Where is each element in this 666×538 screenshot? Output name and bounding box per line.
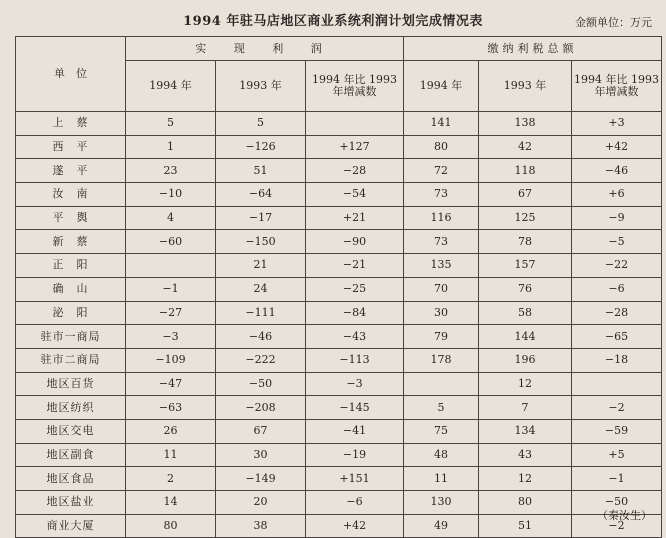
profit-1993-cell: −150 bbox=[216, 230, 306, 254]
unit-name-cell: 地区副食 bbox=[16, 443, 126, 467]
tax-1993-cell: 80 bbox=[479, 491, 572, 515]
profit-change-cell: −41 bbox=[306, 419, 404, 443]
profit-change-cell: −19 bbox=[306, 443, 404, 467]
tax-change-cell: +5 bbox=[572, 443, 662, 467]
header-tax-group-label: 缴纳利税总额 bbox=[487, 41, 578, 55]
header-profit-group bbox=[126, 37, 404, 61]
profit-1994-cell: −63 bbox=[126, 396, 216, 420]
profit-1993-cell: −64 bbox=[216, 183, 306, 207]
profit-1993-cell: −208 bbox=[216, 396, 306, 420]
tax-change-cell bbox=[572, 372, 662, 396]
tax-1994-cell: 11 bbox=[404, 467, 479, 491]
tax-change-cell: −18 bbox=[572, 348, 662, 372]
profit-1994-cell: −27 bbox=[126, 301, 216, 325]
profit-1994-cell bbox=[126, 254, 216, 278]
profit-1993-cell: −46 bbox=[216, 325, 306, 349]
profit-1993-cell: −126 bbox=[216, 135, 306, 159]
tax-1994-cell: 75 bbox=[404, 419, 479, 443]
profit-change-cell: +127 bbox=[306, 135, 404, 159]
profit-change-cell: −21 bbox=[306, 254, 404, 278]
profit-1994-cell: −10 bbox=[126, 183, 216, 207]
profit-1994-cell: −3 bbox=[126, 325, 216, 349]
unit-name-cell: 地区食品 bbox=[16, 467, 126, 491]
tax-change-cell: −2 bbox=[572, 514, 662, 538]
tax-1993-cell: 51 bbox=[479, 514, 572, 538]
table-row bbox=[16, 396, 662, 420]
tax-1993-cell: 118 bbox=[479, 159, 572, 183]
profit-change-cell: −28 bbox=[306, 159, 404, 183]
profit-1993-cell: −149 bbox=[216, 467, 306, 491]
tax-1994-cell: 80 bbox=[404, 135, 479, 159]
profit-change-cell: −3 bbox=[306, 372, 404, 396]
table-row bbox=[16, 159, 662, 183]
profit-change-cell: −25 bbox=[306, 277, 404, 301]
profit-1993-cell: −111 bbox=[216, 301, 306, 325]
table-row bbox=[16, 135, 662, 159]
profit-1994-cell: 4 bbox=[126, 206, 216, 230]
tax-1993-cell: 58 bbox=[479, 301, 572, 325]
table-row bbox=[16, 254, 662, 278]
unit-name-cell: 确 山 bbox=[16, 277, 126, 301]
tax-1993-cell: 12 bbox=[479, 372, 572, 396]
profit-1993-cell: −222 bbox=[216, 348, 306, 372]
tax-change-cell: −9 bbox=[572, 206, 662, 230]
profit-1994-cell: 80 bbox=[126, 514, 216, 538]
profit-1994-cell: 26 bbox=[126, 419, 216, 443]
tax-1993-cell: 42 bbox=[479, 135, 572, 159]
profit-change-cell: −145 bbox=[306, 396, 404, 420]
tax-1994-cell: 49 bbox=[404, 514, 479, 538]
tax-1994-cell: 79 bbox=[404, 325, 479, 349]
table-row bbox=[16, 277, 662, 301]
header-tax-1993: 1993 年 bbox=[479, 61, 572, 112]
tax-1994-cell: 70 bbox=[404, 277, 479, 301]
header-tax-1994: 1994 年 bbox=[404, 61, 479, 112]
tax-1993-cell: 76 bbox=[479, 277, 572, 301]
tax-1993-cell: 43 bbox=[479, 443, 572, 467]
table-row bbox=[16, 491, 662, 515]
profit-1993-cell: 38 bbox=[216, 514, 306, 538]
header-unit: 单 位 bbox=[16, 37, 126, 112]
tax-change-cell: −59 bbox=[572, 419, 662, 443]
tax-1994-cell: 30 bbox=[404, 301, 479, 325]
tax-1993-cell: 78 bbox=[479, 230, 572, 254]
tax-1993-cell: 134 bbox=[479, 419, 572, 443]
profit-change-cell: −113 bbox=[306, 348, 404, 372]
profit-change-cell: +21 bbox=[306, 206, 404, 230]
profit-change-cell: −90 bbox=[306, 230, 404, 254]
tax-1994-cell: 116 bbox=[404, 206, 479, 230]
unit-name-cell: 上 蔡 bbox=[16, 112, 126, 136]
header-tax-group bbox=[404, 37, 662, 61]
header-profit-group-label: 实 现 利 润 bbox=[195, 41, 334, 55]
tax-1994-cell: 73 bbox=[404, 230, 479, 254]
profit-1994-cell: 14 bbox=[126, 491, 216, 515]
tax-1994-cell: 73 bbox=[404, 183, 479, 207]
unit-name-cell: 正 阳 bbox=[16, 254, 126, 278]
profit-1993-cell: 24 bbox=[216, 277, 306, 301]
tax-change-cell: −46 bbox=[572, 159, 662, 183]
profit-1994-cell: 2 bbox=[126, 467, 216, 491]
profit-table bbox=[15, 36, 662, 538]
profit-1993-cell: 20 bbox=[216, 491, 306, 515]
table-row bbox=[16, 467, 662, 491]
tax-change-cell: +6 bbox=[572, 183, 662, 207]
profit-1993-cell: 30 bbox=[216, 443, 306, 467]
tax-1994-cell: 130 bbox=[404, 491, 479, 515]
tax-change-cell: +3 bbox=[572, 112, 662, 136]
tax-1994-cell: 178 bbox=[404, 348, 479, 372]
profit-1994-cell: −1 bbox=[126, 277, 216, 301]
tax-1993-cell: 157 bbox=[479, 254, 572, 278]
unit-name-cell: 平 舆 bbox=[16, 206, 126, 230]
tax-1994-cell bbox=[404, 372, 479, 396]
tax-change-cell: −5 bbox=[572, 230, 662, 254]
profit-change-cell: −54 bbox=[306, 183, 404, 207]
unit-name-cell: 地区交电 bbox=[16, 419, 126, 443]
tax-1994-cell: 141 bbox=[404, 112, 479, 136]
profit-1993-cell: 67 bbox=[216, 419, 306, 443]
profit-change-cell: −6 bbox=[306, 491, 404, 515]
tax-change-cell: +42 bbox=[572, 135, 662, 159]
tax-change-cell: −6 bbox=[572, 277, 662, 301]
tax-1993-cell: 7 bbox=[479, 396, 572, 420]
tax-change-cell: −65 bbox=[572, 325, 662, 349]
table-row bbox=[16, 183, 662, 207]
table-row bbox=[16, 419, 662, 443]
profit-1993-cell: −17 bbox=[216, 206, 306, 230]
profit-1993-cell: −50 bbox=[216, 372, 306, 396]
author-credit: （秦汝生） bbox=[597, 509, 652, 522]
profit-1993-cell: 21 bbox=[216, 254, 306, 278]
table-row bbox=[16, 230, 662, 254]
tax-1993-cell: 12 bbox=[479, 467, 572, 491]
unit-name-cell: 遂 平 bbox=[16, 159, 126, 183]
tax-1993-cell: 67 bbox=[479, 183, 572, 207]
unit-name-cell: 地区盐业 bbox=[16, 491, 126, 515]
tax-change-cell: −1 bbox=[572, 467, 662, 491]
tax-change-cell: −2 bbox=[572, 396, 662, 420]
profit-1994-cell: −47 bbox=[126, 372, 216, 396]
tax-change-cell: −28 bbox=[572, 301, 662, 325]
table-row bbox=[16, 514, 662, 538]
profit-change-cell: +151 bbox=[306, 467, 404, 491]
unit-note: 金额单位：万元 bbox=[575, 16, 652, 29]
unit-name-cell: 驻市一商局 bbox=[16, 325, 126, 349]
table-row bbox=[16, 301, 662, 325]
unit-name-cell: 驻市二商局 bbox=[16, 348, 126, 372]
table-row bbox=[16, 325, 662, 349]
tax-change-cell: −50 bbox=[572, 491, 662, 515]
profit-1994-cell: 5 bbox=[126, 112, 216, 136]
unit-name-cell: 西 平 bbox=[16, 135, 126, 159]
tax-1993-cell: 138 bbox=[479, 112, 572, 136]
unit-name-cell: 汝 南 bbox=[16, 183, 126, 207]
unit-name-cell: 新 蔡 bbox=[16, 230, 126, 254]
tax-change-cell: −22 bbox=[572, 254, 662, 278]
tax-1993-cell: 196 bbox=[479, 348, 572, 372]
unit-name-cell: 地区纺织 bbox=[16, 396, 126, 420]
table-row bbox=[16, 443, 662, 467]
profit-change-cell: −84 bbox=[306, 301, 404, 325]
tax-1993-cell: 125 bbox=[479, 206, 572, 230]
header-tax-change: 1994 年比 1993 年增减数 bbox=[572, 61, 662, 112]
profit-1994-cell: 11 bbox=[126, 443, 216, 467]
profit-1993-cell: 51 bbox=[216, 159, 306, 183]
tax-1994-cell: 135 bbox=[404, 254, 479, 278]
table-title: 1994 年驻马店地区商业系统利润计划完成情况表 bbox=[183, 14, 483, 29]
profit-1994-cell: 23 bbox=[126, 159, 216, 183]
tax-1994-cell: 48 bbox=[404, 443, 479, 467]
table-row bbox=[16, 372, 662, 396]
profit-change-cell: +42 bbox=[306, 514, 404, 538]
tax-1994-cell: 72 bbox=[404, 159, 479, 183]
unit-name-cell: 地区百货 bbox=[16, 372, 126, 396]
table-row bbox=[16, 348, 662, 372]
header-profit-change: 1994 年比 1993 年增减数 bbox=[306, 61, 404, 112]
table-row bbox=[16, 206, 662, 230]
profit-1994-cell: −60 bbox=[126, 230, 216, 254]
header-profit-1994: 1994 年 bbox=[126, 61, 216, 112]
profit-change-cell: −43 bbox=[306, 325, 404, 349]
unit-name-cell: 商业大厦 bbox=[16, 514, 126, 538]
header-profit-1993: 1993 年 bbox=[216, 61, 306, 112]
profit-1994-cell: −109 bbox=[126, 348, 216, 372]
unit-name-cell: 泌 阳 bbox=[16, 301, 126, 325]
table-row bbox=[16, 112, 662, 136]
profit-1993-cell: 5 bbox=[216, 112, 306, 136]
profit-change-cell bbox=[306, 112, 404, 136]
profit-1994-cell: 1 bbox=[126, 135, 216, 159]
tax-1994-cell: 5 bbox=[404, 396, 479, 420]
tax-1993-cell: 144 bbox=[479, 325, 572, 349]
